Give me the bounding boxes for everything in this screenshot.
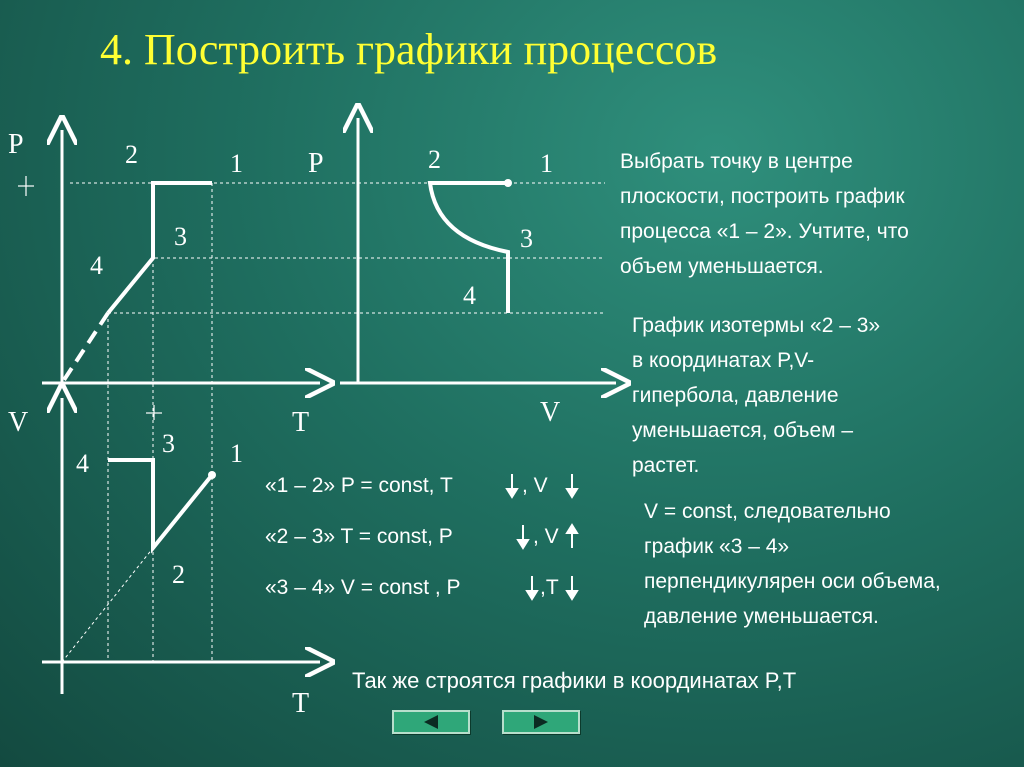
pv-axis-y-label: P xyxy=(308,148,324,179)
explanation-block-3 xyxy=(644,494,941,634)
formula-2-3: «2 – 3» T = const, P xyxy=(265,525,453,548)
down-arrow-icon xyxy=(518,525,528,548)
page-title: 4. Построить графики процессов xyxy=(100,25,718,74)
graph-vt xyxy=(8,183,320,719)
formula-2-3-tail: , V xyxy=(533,525,559,548)
pv-point-4: 4 xyxy=(463,281,476,310)
explanation-line: в координатах P,V- xyxy=(632,349,815,372)
vt-point-1: 1 xyxy=(230,439,243,468)
explanation-line: График изотермы «2 – 3» xyxy=(632,314,881,337)
pv-point-3: 3 xyxy=(520,224,533,253)
vt-axis-tick-mark xyxy=(146,405,162,420)
vt-axis-x-label: T xyxy=(292,688,310,719)
pv-point-1-marker xyxy=(504,179,512,187)
pt-point-2: 2 xyxy=(125,140,138,169)
prev-slide-button[interactable] xyxy=(392,710,470,734)
pt-process-curve xyxy=(108,183,212,313)
next-slide-button[interactable] xyxy=(502,710,580,734)
pt-extrapolation-line xyxy=(62,313,108,383)
pt-axis-x-label: T xyxy=(292,407,310,438)
explanation-line: плоскости, построить график xyxy=(620,185,905,208)
vt-axis-y-label: V xyxy=(8,407,29,438)
formula-1-2-tail: , V xyxy=(522,474,548,497)
vt-point-1-marker xyxy=(208,471,216,479)
explanation-block-1 xyxy=(620,144,909,284)
down-arrow-icon xyxy=(567,576,577,599)
down-arrow-icon xyxy=(507,474,517,497)
triangle-right-icon xyxy=(528,713,554,731)
explanation-line: объем уменьшается. xyxy=(620,255,824,278)
formula-3-4: «3 – 4» V = const , P xyxy=(265,576,461,599)
footer-note: Так же строятся графики в координатах P,T xyxy=(352,668,797,693)
vt-guide-lines xyxy=(62,183,212,662)
pt-axis-tick-mark xyxy=(18,176,34,196)
explanation-line: V = const, следовательно xyxy=(644,500,891,523)
explanation-line: уменьшается, объем – xyxy=(632,419,854,442)
pt-point-1: 1 xyxy=(230,149,243,178)
down-arrow-icon xyxy=(527,576,537,599)
explanation-block-2 xyxy=(632,308,880,483)
up-arrow-icon xyxy=(567,525,577,548)
explanation-line: перпендикулярен оси объема, xyxy=(644,570,941,593)
graph-pt xyxy=(8,129,605,438)
formula-1-2: «1 – 2» P = const, T xyxy=(265,474,453,497)
explanation-line: давление уменьшается. xyxy=(644,605,879,628)
formula-3-4-tail: ,T xyxy=(540,576,559,599)
explanation-line: гипербола, давление xyxy=(632,384,839,407)
explanation-line: график «3 – 4» xyxy=(644,535,790,558)
process-formulas xyxy=(265,474,577,599)
vt-process-curve xyxy=(108,460,212,548)
pv-point-1: 1 xyxy=(540,149,553,178)
triangle-left-icon xyxy=(418,713,444,731)
graph-pv xyxy=(308,118,616,428)
vt-point-2: 2 xyxy=(172,560,185,589)
pt-point-4: 4 xyxy=(90,251,103,280)
pv-axis-x-label: V xyxy=(540,397,561,428)
vt-point-4: 4 xyxy=(76,449,89,478)
pv-point-2: 2 xyxy=(428,145,441,174)
explanation-line: Выбрать точку в центре xyxy=(620,150,853,173)
down-arrow-icon xyxy=(567,474,577,497)
explanation-line: процесса «1 – 2». Учтите, что xyxy=(620,220,909,243)
vt-point-3: 3 xyxy=(162,429,175,458)
pt-point-3: 3 xyxy=(174,222,187,251)
explanation-line: растет. xyxy=(632,454,700,477)
pt-axis-y-label: P xyxy=(8,129,24,160)
